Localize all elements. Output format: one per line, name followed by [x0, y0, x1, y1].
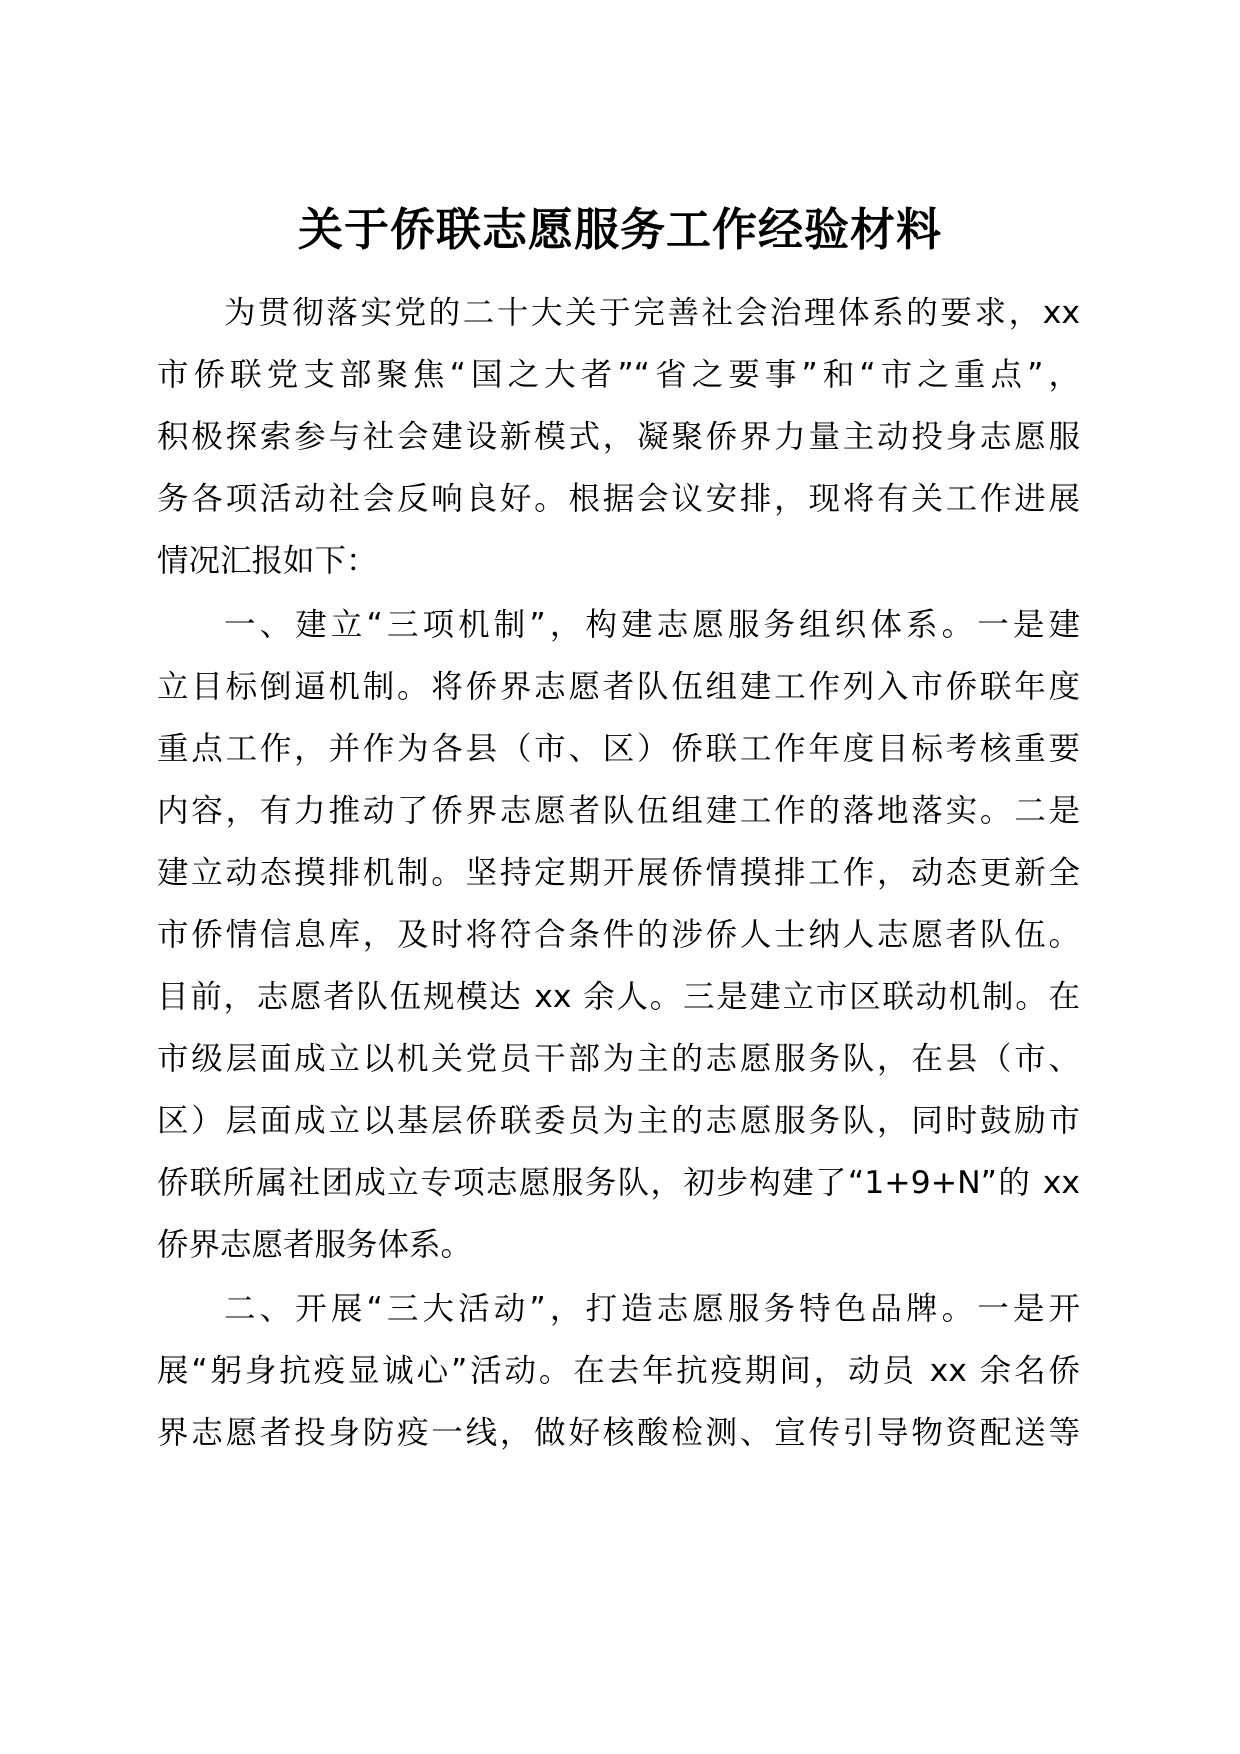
body-line: 侨联所属社团成立专项志愿服务队，初步构建了“1+9+N”的 xx — [157, 1165, 1080, 1201]
body-line: 市侨联党支部聚焦“国之大者”“省之要事”和“市之重点”， — [157, 357, 1080, 393]
body-line: 二、开展“三大活动”，打造志愿服务特色品牌。一是开 — [224, 1291, 1080, 1327]
body-line: 市侨情信息库，及时将符合条件的涉侨人士纳人志愿者队伍。 — [157, 917, 1080, 953]
document-title: 关于侨联志愿服务工作经验材料 — [297, 203, 942, 256]
body-line: 目前，志愿者队伍规模达 xx 余人。三是建立市区联动机制。在 — [157, 979, 1080, 1015]
body-line: 为贯彻落实党的二十大关于完善社会治理体系的要求，xx — [224, 295, 1080, 331]
body-line: 务各项活动社会反响良好。根据会议安排，现将有关工作进展 — [157, 481, 1080, 517]
body-line: 立目标倒逼机制。将侨界志愿者队伍组建工作列入市侨联年度 — [157, 669, 1080, 705]
body-line: 积极探索参与社会建设新模式，凝聚侨界力量主动投身志愿服 — [157, 419, 1080, 455]
body-line: 一、建立“三项机制”，构建志愿服务组织体系。一是建 — [224, 607, 1080, 643]
body-line: 情况汇报如下： — [157, 543, 378, 579]
body-line: 侨界志愿者服务体系。 — [157, 1227, 473, 1263]
body-line: 内容，有力推动了侨界志愿者队伍组建工作的落地落实。二是 — [157, 793, 1080, 829]
body-line: 市级层面成立以机关党员干部为主的志愿服务队，在县（市、 — [157, 1041, 1080, 1077]
body-line: 界志愿者投身防疫一线，做好核酸检测、宣传引导物资配送等 — [157, 1415, 1080, 1451]
body-line: 展“躬身抗疫显诚心”活动。在去年抗疫期间，动员 xx 余名侨 — [157, 1353, 1080, 1389]
body-line: 建立动态摸排机制。坚持定期开展侨情摸排工作，动态更新全 — [157, 855, 1080, 891]
body-line: 区）层面成立以基层侨联委员为主的志愿服务队，同时鼓励市 — [157, 1103, 1080, 1139]
body-line: 重点工作，并作为各县（市、区）侨联工作年度目标考核重要 — [157, 731, 1080, 767]
